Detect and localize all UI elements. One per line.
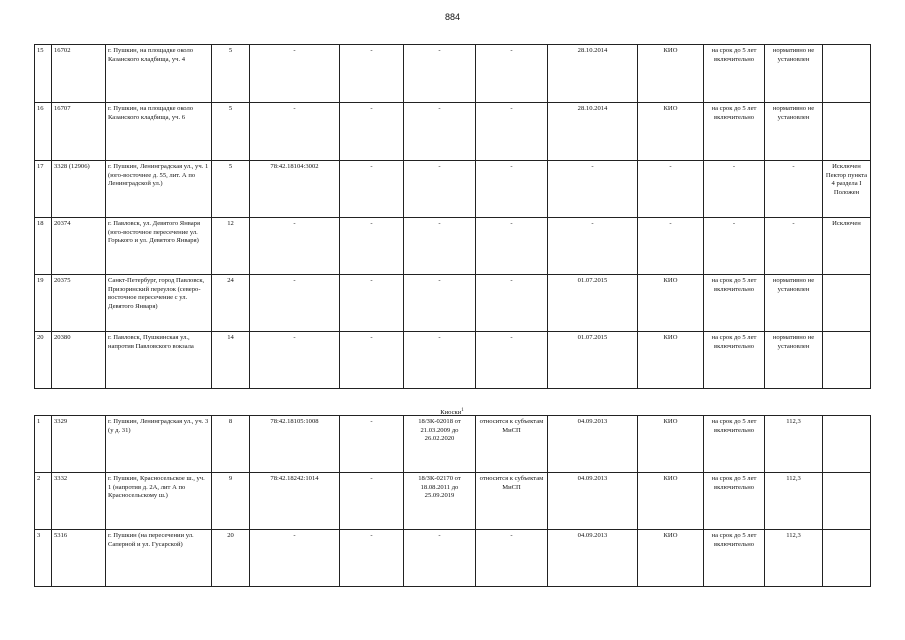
registry-table-lower xyxy=(34,415,871,587)
cell-org: - xyxy=(638,218,704,275)
cell-date: 01.07.2015 xyxy=(548,332,638,389)
cell-address: Санкт-Петербург, город Павловск, Призоринский переулок (северо-восточное пересечение с ул. Девятого Января) xyxy=(106,275,212,332)
cell-note xyxy=(823,530,871,587)
cell-address: г. Пушкин, на площадке около Казанского кладбища, уч. 6 xyxy=(106,103,212,161)
table-row xyxy=(35,161,871,218)
cell-date: 01.07.2015 xyxy=(548,275,638,332)
cell-num: 19 xyxy=(35,275,52,332)
cell-cadastral: - xyxy=(250,103,340,161)
section-title-footnote: 1 xyxy=(461,408,464,413)
cell-term: на срок до 5 лет включительно xyxy=(704,416,765,473)
cell-cadastral: - xyxy=(250,275,340,332)
cell-note: Исключен Пектор пункта 4 раздела I Положен xyxy=(823,161,871,218)
cell-area: 5 xyxy=(212,161,250,218)
cell-term: - xyxy=(704,218,765,275)
cell-note xyxy=(823,473,871,530)
cell-c7: - xyxy=(476,530,548,587)
cell-org: - xyxy=(638,161,704,218)
cell-status: нормативно не установлен xyxy=(765,332,823,389)
cell-area: 8 xyxy=(212,416,250,473)
cell-area: 14 xyxy=(212,332,250,389)
cell-c5: - xyxy=(340,275,404,332)
cell-address: г. Пушкин, Ленинградская ул., уч. 1 (юго-восточнее д. 55, лит. А по Ленинградской ул.) xyxy=(106,161,212,218)
cell-status: - xyxy=(765,218,823,275)
section-title-text: Киоски xyxy=(440,409,462,417)
page-number: 884 xyxy=(444,12,461,22)
cell-c6: 18/ЗК-02170 от 18.08.2011 до 25.09.2019 xyxy=(404,473,476,530)
cell-num: 17 xyxy=(35,161,52,218)
cell-c5: - xyxy=(340,45,404,103)
cell-c5: - xyxy=(340,218,404,275)
cell-status: нормативно не установлен xyxy=(765,45,823,103)
cell-cadastral: 78:42.18242:1014 xyxy=(250,473,340,530)
cell-num: 18 xyxy=(35,218,52,275)
cell-c5: - xyxy=(340,161,404,218)
cell-num: 20 xyxy=(35,332,52,389)
cell-area: 24 xyxy=(212,275,250,332)
cell-org: КИО xyxy=(638,275,704,332)
cell-code: 3329 xyxy=(52,416,106,473)
cell-c7: относится к субъектам МиСП xyxy=(476,473,548,530)
cell-org: КИО xyxy=(638,103,704,161)
cell-c5: - xyxy=(340,332,404,389)
cell-address: г. Пушкин, Красносельское ш., уч. 1 (напротив д. 2А, лит А по Красносельскому ш.) xyxy=(106,473,212,530)
cell-date: - xyxy=(548,218,638,275)
cell-area: 9 xyxy=(212,473,250,530)
cell-code: 3332 xyxy=(52,473,106,530)
cell-address: г. Павловск, Пушкинская ул., напротив Павловского вокзала xyxy=(106,332,212,389)
cell-cadastral: 78:42.18104:3002 xyxy=(250,161,340,218)
cell-status: нормативно не установлен xyxy=(765,275,823,332)
registry-table-lower-body xyxy=(35,416,871,587)
registry-table-upper xyxy=(34,44,871,389)
cell-area: 5 xyxy=(212,45,250,103)
cell-term: - xyxy=(704,161,765,218)
cell-date: 04.09.2013 xyxy=(548,530,638,587)
cell-cadastral: - xyxy=(250,530,340,587)
cell-term: на срок до 5 лет включительно xyxy=(704,275,765,332)
cell-code: 16707 xyxy=(52,103,106,161)
cell-code: 3328 (12906) xyxy=(52,161,106,218)
registry-table-upper-body xyxy=(35,45,871,389)
cell-date: 04.09.2013 xyxy=(548,416,638,473)
cell-area: 20 xyxy=(212,530,250,587)
cell-org: КИО xyxy=(638,332,704,389)
cell-status: 112,3 xyxy=(765,530,823,587)
cell-date: 28.10.2014 xyxy=(548,45,638,103)
cell-note: Исключен xyxy=(823,218,871,275)
cell-note xyxy=(823,103,871,161)
cell-address: г. Павловск, ул. Девятого Января (юго-восточное пересечение ул. Горького и ул. Девятого Января) xyxy=(106,218,212,275)
cell-status: 112,3 xyxy=(765,473,823,530)
cell-cadastral: 78:42.18105:1008 xyxy=(250,416,340,473)
cell-num: 16 xyxy=(35,103,52,161)
cell-cadastral: - xyxy=(250,332,340,389)
cell-c6: - xyxy=(404,275,476,332)
cell-term: на срок до 5 лет включительно xyxy=(704,103,765,161)
cell-num: 1 xyxy=(35,416,52,473)
cell-note xyxy=(823,416,871,473)
cell-code: 20375 xyxy=(52,275,106,332)
cell-c7: - xyxy=(476,103,548,161)
cell-code: 20380 xyxy=(52,332,106,389)
cell-area: 12 xyxy=(212,218,250,275)
cell-status: нормативно не установлен xyxy=(765,103,823,161)
cell-term: на срок до 5 лет включительно xyxy=(704,530,765,587)
cell-org: КИО xyxy=(638,473,704,530)
cell-code: 20374 xyxy=(52,218,106,275)
cell-code: 5316 xyxy=(52,530,106,587)
cell-c7: - xyxy=(476,45,548,103)
cell-c6: - xyxy=(404,103,476,161)
cell-c6: - xyxy=(404,332,476,389)
cell-note xyxy=(823,275,871,332)
cell-term: на срок до 5 лет включительно xyxy=(704,473,765,530)
cell-c5: - xyxy=(340,530,404,587)
cell-num: 2 xyxy=(35,473,52,530)
table-row xyxy=(35,473,871,530)
cell-date: 04.09.2013 xyxy=(548,473,638,530)
cell-term: на срок до 5 лет включительно xyxy=(704,45,765,103)
cell-address: г. Пушкин, на площадке около Казанского кладбища, уч. 4 xyxy=(106,45,212,103)
cell-cadastral: - xyxy=(250,218,340,275)
cell-org: КИО xyxy=(638,45,704,103)
cell-c6: - xyxy=(404,45,476,103)
cell-c6: - xyxy=(404,530,476,587)
cell-c7: - xyxy=(476,161,548,218)
cell-status: 112,3 xyxy=(765,416,823,473)
cell-area: 5 xyxy=(212,103,250,161)
cell-term: на срок до 5 лет включительно xyxy=(704,332,765,389)
cell-cadastral: - xyxy=(250,45,340,103)
cell-c6: 18/ЗК-02018 от 21.03.2009 до 26.02.2020 xyxy=(404,416,476,473)
table-row xyxy=(35,416,871,473)
cell-c5: - xyxy=(340,416,404,473)
cell-date: - xyxy=(548,161,638,218)
cell-c7: относится к субъектам МиСП xyxy=(476,416,548,473)
cell-c7: - xyxy=(476,332,548,389)
cell-c7: - xyxy=(476,275,548,332)
cell-c6: - xyxy=(404,218,476,275)
cell-status: - xyxy=(765,161,823,218)
table-row xyxy=(35,275,871,332)
cell-c5: - xyxy=(340,473,404,530)
cell-date: 28.10.2014 xyxy=(548,103,638,161)
cell-c5: - xyxy=(340,103,404,161)
cell-note xyxy=(823,332,871,389)
cell-org: КИО xyxy=(638,530,704,587)
cell-note xyxy=(823,45,871,103)
cell-org: КИО xyxy=(638,416,704,473)
table-row xyxy=(35,45,871,103)
cell-code: 16702 xyxy=(52,45,106,103)
table-row xyxy=(35,103,871,161)
table-row xyxy=(35,332,871,389)
cell-address: г. Пушкин (на пересечении ул. Саперной и ул. Гусарской) xyxy=(106,530,212,587)
cell-address: г. Пушкин, Ленинградская ул., уч. 3 (у д. 31) xyxy=(106,416,212,473)
cell-num: 15 xyxy=(35,45,52,103)
cell-c7: - xyxy=(476,218,548,275)
cell-num: 3 xyxy=(35,530,52,587)
cell-c6: - xyxy=(404,161,476,218)
table-row xyxy=(35,218,871,275)
table-row xyxy=(35,530,871,587)
